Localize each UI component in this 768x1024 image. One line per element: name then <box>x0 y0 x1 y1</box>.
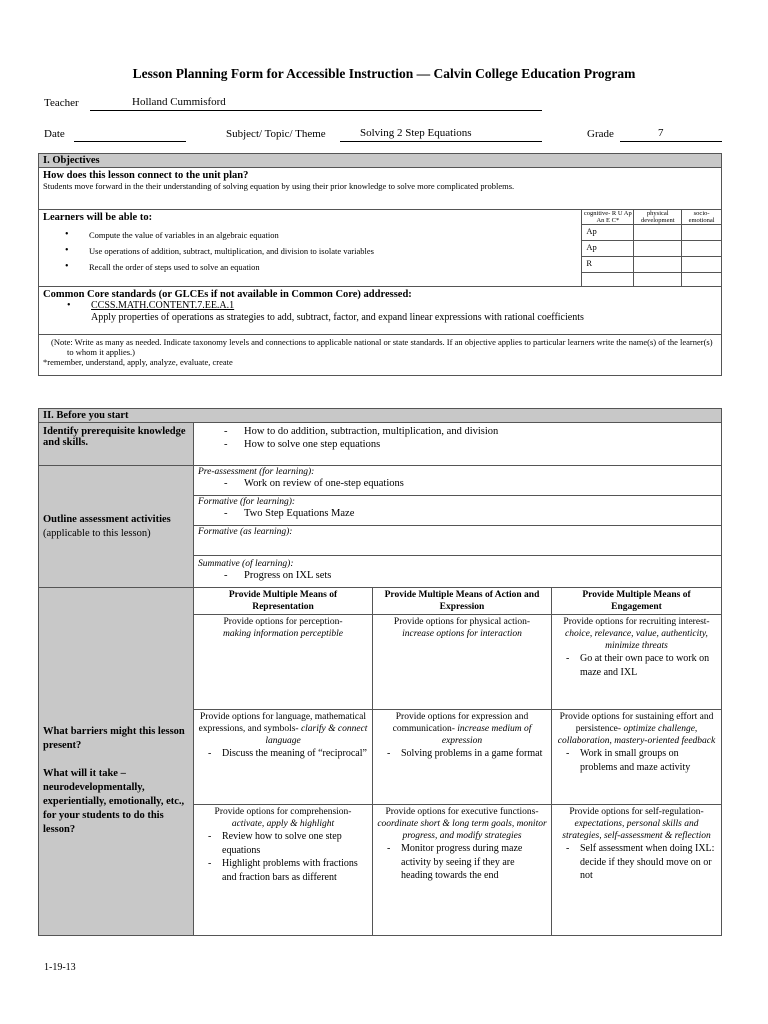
assess-label-cell <box>39 466 194 588</box>
udl-cell-r1c1[interactable] <box>194 615 373 710</box>
grade-underline <box>620 141 722 142</box>
note-cell <box>39 335 722 376</box>
before-heading: II. Before you start <box>39 409 722 423</box>
level-cell[interactable] <box>582 273 634 287</box>
udl-cell-r2c3[interactable] <box>552 710 722 805</box>
r3c2-italic: coordinate short & long term goals, monitor progress, and modify strategies <box>377 819 547 841</box>
prereq-item[interactable]: - How to do addition, subtraction, multiplication, and division <box>198 425 717 438</box>
formative-learning-cell[interactable] <box>194 496 722 526</box>
objective-item[interactable]: • Recall the order of steps used to solve an equation <box>43 259 577 275</box>
teacher-underline <box>90 110 542 111</box>
r2c2-text: Provide options for expression and communication- <box>392 712 529 734</box>
learners-cell <box>39 210 582 287</box>
formative-as-cell[interactable] <box>194 526 722 556</box>
standards-cell <box>39 287 722 335</box>
udl-cell-r3c1[interactable] <box>194 805 373 936</box>
standard-code-link[interactable]: CCSS.MATH.CONTENT.7.EE.A.1 <box>91 300 235 311</box>
col-socio: socio-emotional <box>682 210 722 225</box>
socio-cell[interactable] <box>682 225 722 241</box>
r2c3-italic: optimize challenge, collaboration, mastery-oriented feedback <box>557 724 716 746</box>
r2c2-item[interactable]: - Solving problems in a game format <box>377 747 547 761</box>
r3c1-text: Provide options for comprehension- <box>214 807 352 817</box>
standard-text: Apply properties of operations as strategies to add, subtract, factor, and expand linear expressions with rational coefficients <box>91 312 584 323</box>
udl-cell-r1c3[interactable] <box>552 615 722 710</box>
grade-label: Grade <box>587 128 614 140</box>
r1c1-text: Provide options for perception- <box>223 617 343 627</box>
r3c2-text: Provide options for executive functions- <box>385 807 539 817</box>
r1c3-item[interactable]: - Go at their own pace to work on maze and IXL <box>556 652 717 679</box>
r2c1-text: Provide options for language, mathematical expressions, and symbols- <box>198 712 366 734</box>
connect-question: How does this lesson connect to the unit plan? <box>43 170 249 181</box>
taxonomy-text: *remember, understand, apply, analyze, evaluate, create <box>43 357 233 367</box>
col-action-expression: Provide Multiple Means of Action and Expression <box>373 588 552 615</box>
physical-cell[interactable] <box>634 241 682 257</box>
physical-cell[interactable] <box>634 225 682 241</box>
standard-item <box>43 300 717 312</box>
r3c3-text: Provide options for self-regulation- <box>569 807 704 817</box>
objective-item[interactable]: • Use operations of addition, subtract, multiplication, and division to isolate variables <box>43 243 577 259</box>
form-title: Lesson Planning Form for Accessible Instruction — Calvin College Education Program <box>132 66 636 81</box>
summative-cell[interactable] <box>194 556 722 588</box>
r2c1-item[interactable]: - Discuss the meaning of “reciprocal” <box>198 747 368 761</box>
objective-list <box>43 227 577 275</box>
form1-item[interactable]: - Two Step Equations Maze <box>198 507 717 520</box>
barriers-question: What barriers might this lesson present? <box>43 726 185 751</box>
prereq-list <box>198 425 717 451</box>
standards-label: Common Core standards (or GLCEs if not available in Common Core) addressed: <box>43 289 412 300</box>
pre-item[interactable]: - Work on review of one-step equations <box>198 477 717 490</box>
col-representation: Provide Multiple Means of Representation <box>194 588 373 615</box>
summ-item[interactable]: - Progress on IXL sets <box>198 569 717 582</box>
form2-label: Formative (as learning): <box>198 527 293 537</box>
level-cell[interactable]: Ap <box>582 241 634 257</box>
physical-cell[interactable] <box>634 257 682 273</box>
r2c2-italic: increase medium of expression <box>441 724 532 746</box>
form1-label: Formative (for learning): <box>198 497 296 507</box>
udl-cell-r1c2[interactable] <box>373 615 552 710</box>
objectives-table <box>38 153 722 376</box>
pre-assessment-cell[interactable] <box>194 466 722 496</box>
r1c1-italic: making information perceptible <box>223 629 343 639</box>
pre-label: Pre-assessment (for learning): <box>198 467 315 477</box>
col-cognitive: cognitive- R U Ap An E C* <box>582 210 634 225</box>
udl-cell-r3c3[interactable] <box>552 805 722 936</box>
summ-label: Summative (of learning): <box>198 559 294 569</box>
r2c3-item[interactable]: - Work in small groups on problems and maze activity <box>556 747 717 774</box>
socio-cell[interactable] <box>682 257 722 273</box>
date-field[interactable] <box>74 141 186 142</box>
physical-cell[interactable] <box>634 273 682 287</box>
prereq-label: Identify prerequisite knowledge and skills. <box>39 423 194 466</box>
r3c1-item[interactable]: - Highlight problems with fractions and fraction bars as different <box>198 857 368 884</box>
r1c2-italic: increase options for interaction <box>402 629 522 639</box>
bullet-icon: • <box>67 300 71 311</box>
r1c2-text: Provide options for physical action- <box>393 617 531 627</box>
r1c3-text: Provide options for recruiting interest- <box>563 617 710 627</box>
r3c3-item[interactable]: - Self assessment when doing IXL: decide if they should move on or not <box>556 842 717 883</box>
subject-value[interactable]: Solving 2 Step Equations <box>360 127 472 139</box>
assess-sub: (applicable to this lesson) <box>43 527 151 539</box>
r3c3-italic: expectations, personal skills and strategies, self-assessment & reflection <box>562 819 711 841</box>
learners-label: Learners will be able to: <box>43 212 153 223</box>
grade-value[interactable]: 7 <box>658 127 664 139</box>
level-cell[interactable]: R <box>582 257 634 273</box>
r3c1-item[interactable]: - Review how to solve one step equations <box>198 830 368 857</box>
connect-answer[interactable]: Students move forward in the their understanding of solving equation by using their prior knowledge to solve more complicated problems. <box>43 181 515 191</box>
take-question: What will it take – neurodevelopmentally, experientially, emotionally, etc., for your students to do this lesson? <box>43 768 185 835</box>
udl-cell-r2c2[interactable] <box>373 710 552 805</box>
teacher-value[interactable]: Holland Cummisford <box>132 96 226 108</box>
objectives-heading: I. Objectives <box>39 154 722 168</box>
objective-item[interactable]: • Compute the value of variables in an algebraic equation <box>43 227 577 243</box>
prereq-item[interactable]: - How to solve one step equations <box>198 438 717 451</box>
r2c1-italic: clarify & connect language <box>265 724 368 746</box>
subject-underline <box>340 141 542 142</box>
barriers-label-cell <box>39 588 194 936</box>
r3c1-italic: activate, apply & highlight <box>231 819 335 829</box>
col-physical: physical development <box>634 210 682 225</box>
level-cell[interactable]: Ap <box>582 225 634 241</box>
before-table <box>38 408 722 936</box>
r1c3-italic: choice, relevance, value, authenticity, minimize threats <box>565 629 708 651</box>
teacher-label: Teacher <box>44 97 79 109</box>
date-label: Date <box>44 128 65 140</box>
connect-cell <box>39 168 722 210</box>
udl-cell-r3c2[interactable] <box>373 805 552 936</box>
socio-cell[interactable] <box>682 241 722 257</box>
assess-label: Outline assessment activities <box>43 513 171 525</box>
prereq-cell <box>194 423 722 466</box>
note-text: (Note: Write as many as needed. Indicate taxonomy levels and connections to applicable national or state standards. If an objective applies to particular learners write the name(s) of the learner(s) to whom it applies.) <box>51 337 713 357</box>
r2c3-text: Provide options for sustaining effort and persistence- <box>559 712 714 734</box>
col-engagement: Provide Multiple Means of Engagement <box>552 588 722 615</box>
udl-cell-r2c1[interactable] <box>194 710 373 805</box>
r3c2-item[interactable]: - Monitor progress during maze activity by seeing if they are heading towards the end <box>377 842 547 883</box>
footer-date: 1-19-13 <box>44 962 76 973</box>
subject-label: Subject/ Topic/ Theme <box>226 128 326 140</box>
socio-cell[interactable] <box>682 273 722 287</box>
